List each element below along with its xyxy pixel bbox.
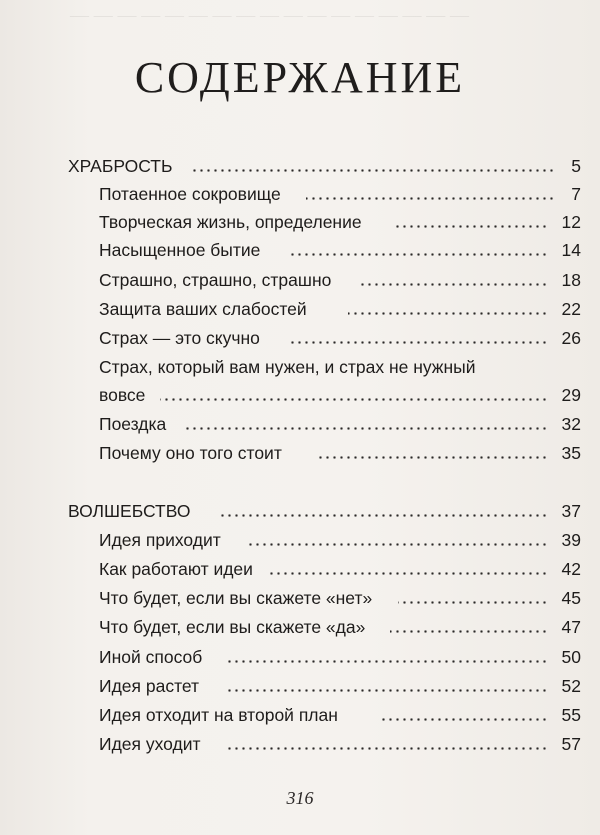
toc-entry-page: 45 bbox=[561, 588, 581, 608]
toc-entry[interactable] bbox=[0, 439, 600, 467]
toc-entry-label: Творческая жизнь, определение bbox=[99, 212, 362, 232]
toc-entry[interactable] bbox=[0, 672, 600, 700]
dot-leader bbox=[380, 718, 548, 721]
toc-entry-label: Страшно, страшно, страшно bbox=[99, 270, 332, 290]
toc-entry-label: Идея отходит на второй план bbox=[99, 705, 338, 725]
toc-entry-label: Защита ваших слабостей bbox=[99, 299, 307, 319]
dot-leader bbox=[218, 514, 548, 517]
dot-leader bbox=[288, 253, 548, 256]
toc-entry[interactable] bbox=[0, 208, 600, 236]
toc-entry-label: Поездка bbox=[99, 414, 167, 434]
toc-entry[interactable] bbox=[0, 236, 600, 264]
dot-leader bbox=[390, 630, 548, 633]
dot-leader bbox=[306, 197, 555, 200]
dot-leader bbox=[348, 312, 548, 315]
toc-entry-page: 18 bbox=[561, 270, 581, 290]
toc-entry-label: Насыщенное бытие bbox=[99, 240, 261, 260]
toc-section-magic[interactable] bbox=[0, 497, 600, 525]
toc-entry-page: 57 bbox=[561, 734, 581, 754]
dot-leader bbox=[228, 689, 548, 692]
toc-entry-page: 37 bbox=[561, 501, 581, 521]
toc-entry[interactable] bbox=[0, 584, 600, 612]
toc-entry[interactable] bbox=[0, 180, 600, 208]
toc-entry[interactable] bbox=[0, 295, 600, 323]
toc-entry-page: 35 bbox=[561, 443, 581, 463]
toc-entry-label: ВОЛШЕБСТВО bbox=[68, 501, 191, 521]
dot-leader bbox=[248, 543, 548, 546]
toc-entry-label: Идея растет bbox=[99, 676, 200, 696]
toc-entry[interactable] bbox=[0, 555, 600, 583]
page-number: 316 bbox=[286, 788, 314, 808]
toc-entry-label: Что будет, если вы скажете «нет» bbox=[99, 588, 373, 608]
toc-entry-line-2[interactable] bbox=[0, 381, 600, 409]
toc-entry[interactable] bbox=[0, 266, 600, 294]
toc-entry-page: 14 bbox=[561, 240, 581, 260]
toc-section-courage[interactable] bbox=[0, 152, 600, 180]
dot-leader bbox=[270, 572, 548, 575]
toc-entry-label: Как работают идеи bbox=[99, 559, 253, 579]
toc-entry-page: 29 bbox=[561, 385, 581, 405]
toc-entry-page: 50 bbox=[561, 647, 581, 667]
toc-entry-label: Что будет, если вы скажете «да» bbox=[99, 617, 366, 637]
toc-entry[interactable] bbox=[0, 324, 600, 352]
toc-entry-label: Иной способ bbox=[99, 647, 203, 667]
toc-entry-label: Идея уходит bbox=[99, 734, 201, 754]
toc-entry-page: 47 bbox=[561, 617, 581, 637]
toc-entry[interactable] bbox=[0, 643, 600, 671]
dot-leader bbox=[192, 169, 555, 172]
dot-leader bbox=[396, 225, 548, 228]
toc-entry[interactable] bbox=[0, 701, 600, 729]
dot-leader bbox=[287, 341, 548, 344]
toc-entry-line-1[interactable] bbox=[0, 353, 600, 381]
toc-entry-page: 7 bbox=[571, 184, 581, 204]
toc-entry-page: 26 bbox=[561, 328, 581, 348]
toc-entry[interactable] bbox=[0, 730, 600, 758]
toc-entry-page: 22 bbox=[561, 299, 581, 319]
dot-leader bbox=[184, 427, 548, 430]
toc-entry-page: 39 bbox=[561, 530, 581, 550]
toc-entry[interactable] bbox=[0, 410, 600, 438]
toc-entry[interactable] bbox=[0, 613, 600, 641]
toc-entry-page: 12 bbox=[561, 212, 581, 232]
dot-leader bbox=[228, 747, 548, 750]
toc-entry-label: Страх, который вам нужен, и страх не нужный bbox=[99, 357, 476, 377]
dot-leader bbox=[228, 660, 548, 663]
dot-leader bbox=[316, 456, 548, 459]
toc-entry-label: Идея приходит bbox=[99, 530, 221, 550]
toc-entry-label: Потаенное сокровище bbox=[99, 184, 281, 204]
toc-entry-label: ХРАБРОСТЬ bbox=[68, 156, 173, 176]
toc-entry-page: 5 bbox=[571, 156, 581, 176]
toc-entry-label: Почему оно того стоит bbox=[99, 443, 282, 463]
toc-entry-label: вовсе bbox=[99, 385, 146, 405]
dot-leader bbox=[358, 283, 548, 286]
dot-leader bbox=[160, 398, 548, 401]
dot-leader bbox=[398, 601, 548, 604]
toc-entry-page: 55 bbox=[561, 705, 581, 725]
toc-entry-page: 52 bbox=[561, 676, 581, 696]
toc-entry-page: 32 bbox=[561, 414, 581, 434]
page-title: СОДЕРЖАНИЕ bbox=[134, 53, 466, 102]
toc-entry[interactable] bbox=[0, 526, 600, 554]
toc-entry-label: Страх — это скучно bbox=[99, 328, 260, 348]
toc-entry-page: 42 bbox=[561, 559, 581, 579]
